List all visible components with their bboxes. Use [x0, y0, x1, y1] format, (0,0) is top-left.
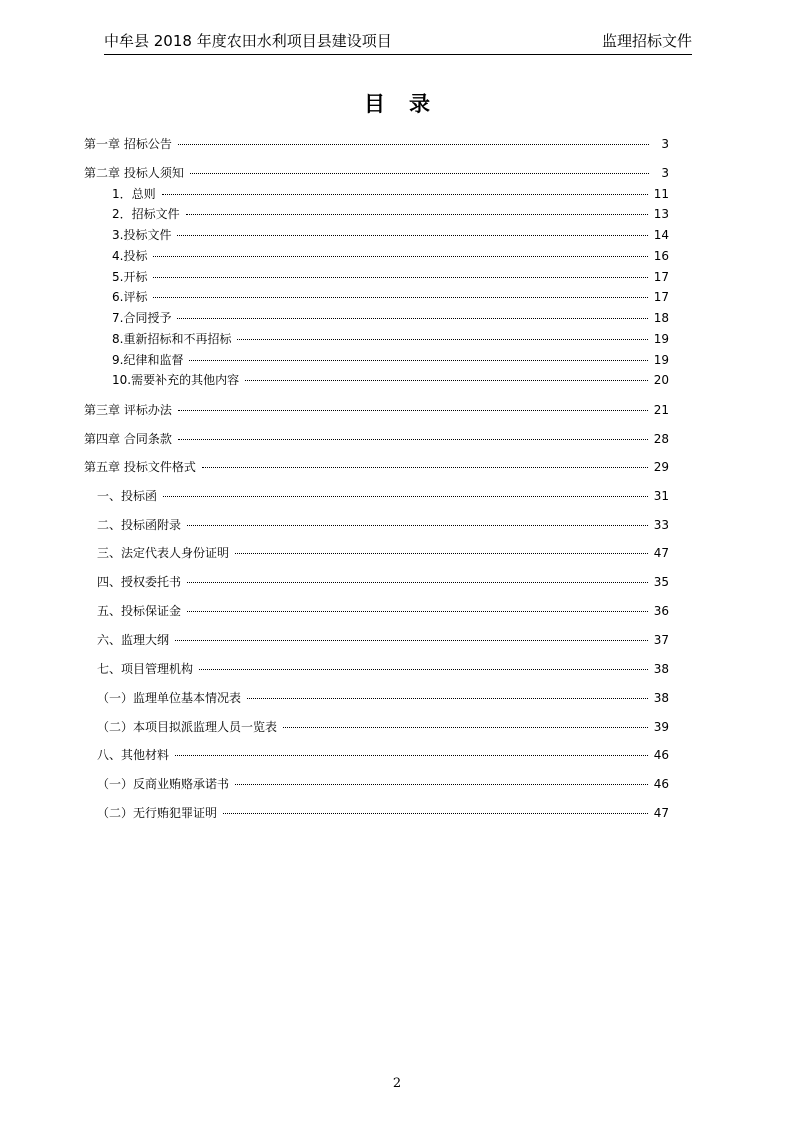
toc-entry[interactable]: [112, 330, 669, 348]
toc-leader-dots: [177, 318, 647, 319]
toc-entry[interactable]: [97, 573, 669, 591]
header-document-title: 中牟县 2018 年度农田水利项目县建设项目: [104, 32, 392, 50]
toc-entry[interactable]: [97, 631, 669, 649]
toc-entry[interactable]: [97, 689, 669, 707]
toc-entry-title: 第二章 投标人须知: [84, 166, 184, 180]
toc-entry-title: 第三章 评标办法: [84, 403, 172, 417]
toc-entry-title: 第四章 合同条款: [84, 432, 172, 446]
header-section-title: 监理招标文件: [601, 32, 692, 50]
toc-entry-title: 八、其他材料: [97, 748, 170, 762]
toc-entry-title: 7.合同授予: [112, 311, 172, 325]
toc-entry[interactable]: [97, 660, 669, 678]
toc-entry[interactable]: [97, 602, 669, 620]
toc-entry-title: 4.投标: [112, 249, 148, 263]
toc-entry-page: 13: [653, 207, 669, 221]
toc-entry-page: 39: [653, 720, 669, 734]
toc-leader-dots: [177, 235, 647, 236]
toc-entry[interactable]: [112, 268, 669, 286]
toc-leader-dots: [153, 277, 647, 278]
toc-entry[interactable]: [112, 226, 669, 244]
toc-entry-title: 四、授权委托书: [97, 575, 182, 589]
toc-entry-page: 11: [653, 187, 669, 201]
toc-entry-title: 2．招标文件: [112, 207, 180, 221]
toc-leader-dots: [223, 813, 648, 814]
toc-leader-dots: [245, 380, 648, 381]
toc-leader-dots: [175, 755, 648, 756]
toc-entry[interactable]: [97, 487, 669, 505]
toc-entry[interactable]: [84, 430, 669, 448]
toc-entry-page: 17: [653, 270, 669, 284]
toc-entry-title: 六、监理大纲: [97, 633, 170, 647]
toc-leader-dots: [190, 173, 649, 174]
toc-entry-page: 28: [653, 432, 669, 446]
toc-leader-dots: [187, 611, 648, 612]
toc-entry[interactable]: [112, 371, 669, 389]
toc-leader-dots: [202, 467, 648, 468]
toc-entry-page: 16: [653, 249, 669, 263]
toc-entry-title: 10.需要补充的其他内容: [112, 373, 240, 387]
toc-entry[interactable]: [84, 401, 669, 419]
toc-entry[interactable]: [84, 458, 669, 476]
toc-entry-title: 1．总则: [112, 187, 156, 201]
toc-entry-page: 3: [661, 137, 669, 151]
toc-leader-dots: [237, 339, 647, 340]
toc-entry-title: 第五章 投标文件格式: [84, 460, 196, 474]
toc-leader-dots: [187, 582, 648, 583]
toc-entry-title: 第一章 招标公告: [84, 137, 172, 151]
toc-entry[interactable]: [97, 718, 669, 736]
toc-entry-page: 33: [653, 518, 669, 532]
toc-entry-title: （一）监理单位基本情况表: [97, 691, 242, 705]
toc-leader-dots: [153, 256, 647, 257]
toc-leader-dots: [283, 727, 648, 728]
toc-entry-title: 9.纪律和监督: [112, 353, 184, 367]
toc-entry-page: 38: [653, 662, 669, 676]
toc-entry[interactable]: [112, 288, 669, 306]
toc-leader-dots: [178, 439, 648, 440]
toc-entry-title: （一）反商业贿赂承诺书: [97, 777, 230, 791]
toc-entry-title: 8.重新招标和不再招标: [112, 332, 232, 346]
toc-leader-dots: [235, 553, 648, 554]
toc-entry-page: 20: [653, 373, 669, 387]
toc-entry-title: 一、投标函: [97, 489, 158, 503]
toc-entry-page: 47: [653, 806, 669, 820]
toc-entry-page: 47: [653, 546, 669, 560]
toc-leader-dots: [189, 360, 647, 361]
toc-leader-dots: [199, 669, 648, 670]
toc-entry-title: 6.评标: [112, 290, 148, 304]
toc-entry-page: 14: [653, 228, 669, 242]
toc-entry-page: 18: [653, 311, 669, 325]
toc-entry-page: 21: [653, 403, 669, 417]
toc-entry-page: 29: [653, 460, 669, 474]
toc-entry[interactable]: [112, 185, 669, 203]
page-title: 目录: [364, 92, 454, 116]
toc-entry-page: 46: [653, 748, 669, 762]
toc-entry[interactable]: [84, 164, 669, 182]
toc-leader-dots: [186, 214, 648, 215]
toc-leader-dots: [153, 297, 647, 298]
toc-entry-page: 46: [653, 777, 669, 791]
toc-leader-dots: [163, 496, 648, 497]
toc-entry[interactable]: [84, 135, 669, 153]
toc-leader-dots: [235, 784, 648, 785]
toc-entry[interactable]: [112, 247, 669, 265]
toc-leader-dots: [187, 525, 648, 526]
toc-entry-page: 38: [653, 691, 669, 705]
toc-entry-page: 35: [653, 575, 669, 589]
toc-entry-page: 37: [653, 633, 669, 647]
toc-entry-title: 5.开标: [112, 270, 148, 284]
toc-entry[interactable]: [112, 309, 669, 327]
toc-entry-title: 五、投标保证金: [97, 604, 182, 618]
toc-entry[interactable]: [97, 775, 669, 793]
toc-leader-dots: [247, 698, 648, 699]
toc-entry-title: 3.投标文件: [112, 228, 172, 242]
toc-entry[interactable]: [97, 804, 669, 822]
page-number: 2: [392, 1076, 402, 1091]
toc-entry-title: 二、投标函附录: [97, 518, 182, 532]
toc-entry[interactable]: [112, 351, 669, 369]
toc-entry[interactable]: [112, 205, 669, 223]
toc-entry-page: 3: [661, 166, 669, 180]
toc-entry-page: 17: [653, 290, 669, 304]
toc-entry-title: （二）无行贿犯罪证明: [97, 806, 218, 820]
toc-entry-page: 36: [653, 604, 669, 618]
toc-entry-title: 七、项目管理机构: [97, 662, 194, 676]
toc-leader-dots: [162, 194, 648, 195]
toc-entry[interactable]: [97, 746, 669, 764]
toc-entry[interactable]: [97, 544, 669, 562]
toc-leader-dots: [178, 410, 648, 411]
toc-entry-page: 19: [653, 332, 669, 346]
toc-entry[interactable]: [97, 516, 669, 534]
toc-entry-page: 31: [653, 489, 669, 503]
toc-entry-title: 三、法定代表人身份证明: [97, 546, 230, 560]
toc-leader-dots: [175, 640, 648, 641]
toc-leader-dots: [178, 144, 649, 145]
toc-entry-title: （二）本项目拟派监理人员一览表: [97, 720, 278, 734]
toc-entry-page: 19: [653, 353, 669, 367]
